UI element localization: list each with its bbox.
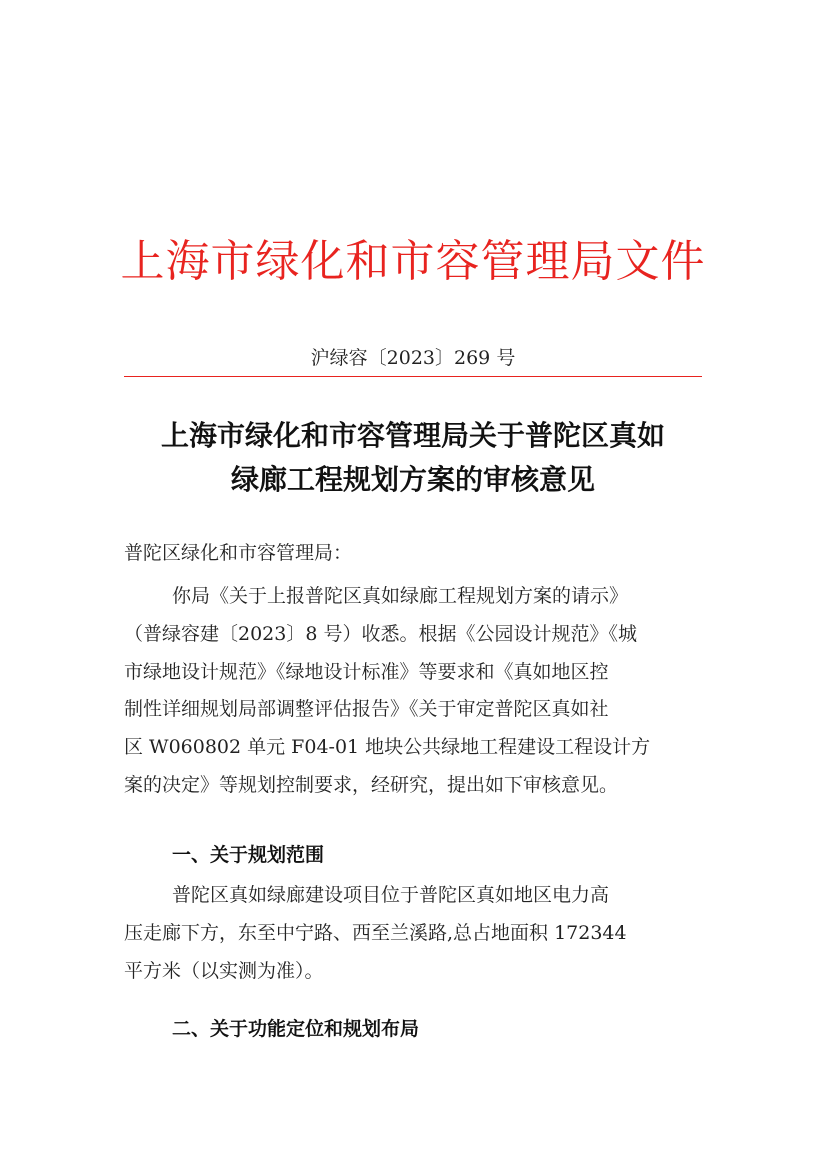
document-title-line: 绿廊工程规划方案的审核意见	[230, 463, 595, 496]
intro-paragraph	[124, 578, 704, 805]
paragraph-line: 案的决定》等规划控制要求，经研究，提出如下审核意见。	[124, 773, 619, 796]
document-number: 沪绿容〔2023〕269 号	[310, 347, 516, 369]
paragraph-line: 区 W060802 单元 F04-01 地块公共绿地工程建设工程设计方	[124, 736, 651, 759]
section-heading-function-layout: 二、关于功能定位和规划布局	[172, 1018, 420, 1040]
paragraph-line: 你局《关于上报普陀区真如绿廊工程规划方案的请示》	[172, 585, 629, 607]
red-divider-line	[124, 376, 702, 377]
paragraph-line: 普陀区真如绿廊建设项目位于普陀区真如地区电力高	[172, 884, 610, 906]
paragraph-line: （普绿容建〔2023〕8 号）收悉。根据《公园设计规范》《城	[124, 622, 637, 645]
paragraph-line: 市绿地设计规范》《绿地设计标准》等要求和《真如地区控	[124, 660, 609, 683]
paragraph-line: 制性详细规划局部调整评估报告》《关于审定普陀区真如社	[124, 698, 609, 721]
document-title-line: 上海市绿化和市容管理局关于普陀区真如	[160, 419, 665, 452]
scope-paragraph	[124, 877, 704, 990]
paragraph-line: 平方米（以实测为准）。	[124, 959, 324, 982]
document-title	[110, 414, 716, 502]
section-heading-scope: 一、关于规划范围	[172, 844, 325, 866]
recipient-line: 普陀区绿化和市容管理局：	[124, 542, 353, 564]
paragraph-line: 压走廊下方，东至中宁路、西至兰溪路,总占地面积 172344	[124, 921, 627, 944]
issuer-header-title: 上海市绿化和市容管理局文件	[120, 236, 706, 287]
